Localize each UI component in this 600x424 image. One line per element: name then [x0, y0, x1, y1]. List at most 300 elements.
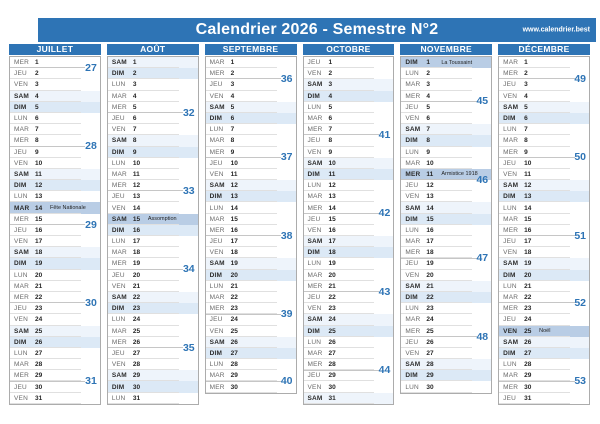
day-name: VEN — [405, 349, 420, 357]
day-name: MAR — [111, 327, 127, 335]
day-row — [499, 180, 589, 191]
day-number: 6 — [132, 115, 137, 123]
day-number: 13 — [35, 193, 43, 201]
week-number: 33 — [182, 184, 195, 197]
week-number: 44 — [378, 364, 391, 377]
day-name: SAM — [111, 294, 127, 302]
day-row — [401, 348, 491, 359]
day-name: JEU — [307, 215, 321, 223]
day-name: MAR — [405, 316, 421, 324]
day-name: VEN — [307, 148, 322, 156]
day-name: JEU — [503, 394, 517, 402]
day-name: VEN — [503, 327, 518, 335]
day-number: 31 — [35, 394, 43, 402]
day-number: 9 — [426, 148, 430, 156]
week-separator — [499, 157, 574, 158]
week-separator — [304, 213, 379, 214]
day-number: 8 — [426, 137, 430, 145]
day-number: 16 — [524, 226, 532, 234]
day-name: JEU — [111, 193, 125, 201]
day-name: MER — [209, 305, 225, 313]
week-number: 45 — [476, 95, 489, 108]
day-number: 2 — [35, 70, 39, 78]
day-number: 8 — [35, 137, 39, 145]
day-row — [499, 214, 589, 225]
day-number: 27 — [35, 349, 43, 357]
day-row — [304, 113, 394, 124]
day-number: 14 — [230, 204, 238, 212]
day-row — [108, 370, 198, 381]
day-name: VEN — [111, 361, 126, 369]
day-number: 14 — [132, 204, 141, 212]
day-row — [10, 202, 100, 213]
week-number: 50 — [574, 151, 586, 164]
day-number: 22 — [328, 294, 336, 302]
day-number: 17 — [132, 238, 141, 246]
day-row — [108, 214, 198, 225]
day-number: 13 — [524, 193, 532, 201]
day-name: DIM — [405, 137, 418, 145]
day-name: MAR — [503, 294, 519, 302]
day-number: 10 — [132, 159, 141, 167]
day-number: 4 — [132, 92, 137, 100]
day-number: 12 — [132, 182, 141, 190]
day-row — [10, 169, 100, 180]
day-row — [499, 169, 589, 180]
day-number: 25 — [524, 327, 532, 335]
day-number: 1 — [426, 59, 430, 67]
day-row — [108, 359, 198, 370]
day-name: MER — [209, 226, 225, 234]
day-row — [108, 225, 198, 236]
week-separator — [401, 336, 476, 337]
day-name: VEN — [14, 238, 28, 246]
day-number: 17 — [230, 238, 238, 246]
day-name: LUN — [307, 260, 322, 268]
holiday-label: Fête Nationale — [50, 205, 86, 212]
month-header: DÉCEMBRE — [498, 44, 590, 55]
day-name: MER — [503, 226, 519, 234]
day-number: 30 — [328, 383, 336, 391]
day-row — [304, 68, 394, 79]
day-row — [108, 91, 198, 102]
month-table — [9, 56, 101, 405]
day-row — [499, 191, 589, 202]
day-name: DIM — [111, 70, 125, 78]
month-column — [498, 44, 590, 405]
day-number: 5 — [230, 103, 235, 111]
day-name: JEU — [209, 159, 223, 167]
day-name: DIM — [111, 383, 125, 391]
week-separator — [10, 146, 85, 147]
day-name: MER — [405, 249, 421, 257]
day-name: VEN — [307, 70, 322, 78]
day-name: JEU — [307, 137, 321, 145]
day-number: 8 — [132, 137, 137, 145]
day-number: 27 — [230, 349, 238, 357]
day-row — [206, 281, 296, 292]
day-row — [206, 91, 296, 102]
day-name: DIM — [503, 271, 516, 279]
week-separator — [499, 78, 574, 79]
day-row — [10, 191, 100, 202]
day-row — [304, 102, 394, 113]
day-number: 16 — [426, 226, 434, 234]
day-name: VEN — [209, 170, 224, 178]
week-number: 52 — [574, 296, 586, 309]
day-number: 24 — [426, 316, 434, 324]
day-number: 8 — [230, 137, 235, 145]
day-number: 13 — [328, 193, 336, 201]
day-number: 20 — [35, 271, 43, 279]
day-row — [10, 281, 100, 292]
day-name: MER — [503, 383, 519, 391]
day-row — [10, 158, 100, 169]
day-name: MAR — [209, 294, 225, 302]
day-row — [304, 91, 394, 102]
day-number: 8 — [524, 137, 528, 145]
day-row — [401, 359, 491, 370]
day-row — [304, 348, 394, 359]
day-name: LUN — [209, 204, 224, 212]
day-name: DIM — [209, 115, 223, 123]
day-name: SAM — [307, 81, 323, 89]
day-number: 7 — [524, 126, 528, 134]
day-number: 23 — [132, 305, 141, 313]
day-number: 5 — [524, 103, 528, 111]
day-number: 28 — [524, 361, 532, 369]
day-number: 26 — [328, 338, 336, 346]
day-number: 14 — [328, 204, 336, 212]
day-row — [108, 281, 198, 292]
day-row — [401, 147, 491, 158]
day-row — [108, 135, 198, 146]
day-name: SAM — [209, 338, 225, 346]
day-name: MAR — [503, 59, 519, 67]
day-name: DIM — [503, 115, 516, 123]
day-name: SAM — [209, 103, 225, 111]
day-number: 7 — [132, 126, 137, 134]
day-row — [206, 169, 296, 180]
week-separator — [10, 381, 85, 382]
week-number: 32 — [182, 106, 195, 119]
day-name: LUN — [14, 271, 28, 279]
month-header: NOVEMBRE — [400, 44, 492, 55]
day-row — [499, 202, 589, 213]
day-number: 25 — [426, 327, 434, 335]
day-name: MAR — [405, 81, 421, 89]
day-row — [108, 292, 198, 303]
week-separator — [108, 269, 183, 270]
day-number: 17 — [426, 238, 434, 246]
day-name: JEU — [14, 148, 27, 156]
day-number: 25 — [328, 327, 336, 335]
day-number: 13 — [230, 193, 238, 201]
day-number: 18 — [524, 249, 532, 257]
day-name: JEU — [405, 260, 419, 268]
day-name: LUN — [503, 204, 517, 212]
day-number: 2 — [524, 70, 528, 78]
day-row — [10, 180, 100, 191]
day-number: 23 — [328, 305, 336, 313]
day-name: SAM — [14, 92, 30, 100]
day-name: MAR — [209, 372, 225, 380]
day-row — [10, 247, 100, 258]
day-name: LUN — [111, 316, 126, 324]
day-name: LUN — [14, 349, 28, 357]
week-separator — [401, 258, 476, 259]
day-name: VEN — [405, 271, 420, 279]
week-number: 53 — [574, 375, 586, 388]
day-name: MER — [307, 282, 323, 290]
day-name: JEU — [209, 238, 223, 246]
day-name: DIM — [14, 260, 27, 268]
day-name: MAR — [307, 271, 323, 279]
day-name: LUN — [405, 226, 419, 234]
day-number: 28 — [426, 361, 434, 369]
day-name: MAR — [405, 238, 421, 246]
day-row — [108, 381, 198, 392]
day-name: LUN — [307, 182, 322, 190]
day-name: VEN — [111, 126, 126, 134]
day-number: 5 — [35, 103, 39, 111]
day-number: 4 — [35, 92, 39, 100]
day-number: 15 — [426, 215, 434, 223]
day-number: 14 — [35, 204, 43, 212]
day-number: 10 — [328, 159, 336, 167]
day-number: 8 — [328, 137, 333, 145]
day-number: 1 — [524, 59, 528, 67]
day-number: 28 — [35, 361, 43, 369]
day-name: DIM — [14, 182, 27, 190]
day-row — [10, 270, 100, 281]
day-name: SAM — [111, 215, 127, 223]
day-name: MER — [14, 215, 30, 223]
day-name: VEN — [111, 204, 126, 212]
day-name: VEN — [209, 327, 224, 335]
day-number: 12 — [328, 182, 336, 190]
day-name: JEU — [14, 305, 27, 313]
day-name: LUN — [405, 70, 419, 78]
day-row — [206, 202, 296, 213]
day-number: 22 — [524, 294, 532, 302]
day-name: SAM — [503, 103, 519, 111]
day-name: DIM — [111, 148, 125, 156]
holiday-label: La Toussaint — [441, 59, 473, 66]
day-name: DIM — [307, 92, 321, 100]
day-row — [401, 303, 491, 314]
day-number: 11 — [230, 170, 238, 178]
day-number: 9 — [230, 148, 235, 156]
day-row — [206, 247, 296, 258]
day-name: MAR — [111, 249, 127, 257]
page-title: Calendrier 2026 - Semestre N°2 — [195, 21, 439, 38]
website-link[interactable]: www.calendrier.best — [522, 26, 590, 34]
day-row — [401, 191, 491, 202]
day-name: LUN — [405, 305, 419, 313]
day-number: 20 — [132, 271, 141, 279]
day-number: 20 — [328, 271, 336, 279]
day-name: MER — [503, 305, 519, 313]
day-number: 21 — [230, 282, 238, 290]
day-row — [10, 393, 100, 404]
day-name: JEU — [405, 103, 419, 111]
day-name: JEU — [111, 349, 125, 357]
day-name: SAM — [111, 137, 127, 145]
day-name: SAM — [14, 327, 30, 335]
day-row — [206, 348, 296, 359]
day-name: LUN — [14, 193, 28, 201]
day-number: 6 — [426, 115, 430, 123]
day-number: 1 — [35, 59, 39, 67]
day-name: MAR — [209, 137, 225, 145]
day-row — [304, 381, 394, 392]
day-number: 18 — [328, 249, 336, 257]
day-name: JEU — [503, 81, 517, 89]
day-row — [206, 270, 296, 281]
day-row — [206, 57, 296, 68]
week-number: 40 — [280, 375, 293, 388]
day-row — [401, 292, 491, 303]
day-number: 10 — [524, 159, 532, 167]
day-name: DIM — [209, 349, 223, 357]
day-name: VEN — [503, 170, 518, 178]
day-number: 17 — [328, 238, 336, 246]
day-row — [10, 124, 100, 135]
day-number: 16 — [328, 226, 336, 234]
week-separator — [108, 190, 183, 191]
day-row — [304, 180, 394, 191]
day-number: 18 — [35, 249, 43, 257]
day-name: MAR — [503, 372, 519, 380]
day-name: MER — [14, 137, 30, 145]
day-name: MER — [14, 294, 30, 302]
day-name: DIM — [307, 249, 321, 257]
day-name: MAR — [14, 204, 30, 212]
day-number: 27 — [132, 349, 141, 357]
day-row — [499, 348, 589, 359]
week-number: 34 — [182, 263, 195, 276]
day-name: SAM — [405, 282, 421, 290]
day-row — [401, 370, 491, 381]
day-name: SAM — [111, 372, 127, 380]
week-number: 27 — [85, 61, 97, 74]
day-number: 3 — [35, 81, 39, 89]
day-row — [304, 57, 394, 68]
day-name: DIM — [503, 349, 516, 357]
day-row — [206, 214, 296, 225]
day-row — [206, 258, 296, 269]
day-row — [206, 135, 296, 146]
day-row — [108, 303, 198, 314]
holiday-label: Armistice 1918 — [441, 171, 478, 178]
day-row — [499, 359, 589, 370]
week-separator — [108, 112, 183, 113]
day-number: 26 — [426, 338, 434, 346]
day-name: MER — [111, 338, 127, 346]
day-row — [108, 147, 198, 158]
day-name: MER — [307, 126, 323, 134]
day-row — [401, 57, 491, 68]
day-number: 14 — [524, 204, 532, 212]
week-separator — [401, 179, 476, 180]
day-number: 3 — [328, 81, 333, 89]
day-number: 5 — [132, 103, 137, 111]
week-number: 35 — [182, 341, 195, 354]
day-number: 11 — [328, 170, 336, 178]
day-number: 7 — [35, 126, 39, 134]
day-name: VEN — [111, 282, 126, 290]
day-name: MAR — [111, 170, 127, 178]
day-name: DIM — [14, 338, 27, 346]
day-number: 28 — [328, 361, 336, 369]
day-number: 27 — [328, 349, 336, 357]
day-name: SAM — [503, 338, 519, 346]
day-number: 3 — [132, 81, 137, 89]
day-number: 19 — [328, 260, 336, 268]
day-number: 30 — [35, 383, 43, 391]
day-row — [108, 124, 198, 135]
day-number: 29 — [35, 372, 43, 380]
week-number: 46 — [476, 173, 489, 186]
day-number: 11 — [35, 170, 42, 178]
day-number: 17 — [524, 238, 532, 246]
day-row — [401, 202, 491, 213]
day-number: 12 — [426, 182, 434, 190]
day-number: 12 — [230, 182, 238, 190]
month-column — [205, 44, 297, 394]
day-name: JEU — [209, 81, 223, 89]
day-number: 23 — [230, 305, 238, 313]
day-number: 25 — [230, 327, 238, 335]
day-row — [499, 135, 589, 146]
day-name: VEN — [503, 92, 518, 100]
day-name: MER — [503, 70, 519, 78]
day-number: 13 — [132, 193, 141, 201]
week-separator — [10, 67, 85, 68]
day-number: 24 — [132, 316, 141, 324]
day-row — [304, 247, 394, 258]
day-name: DIM — [405, 215, 418, 223]
day-name: SAM — [14, 170, 30, 178]
week-number: 41 — [378, 128, 391, 141]
day-name: MER — [405, 170, 421, 178]
day-number: 19 — [35, 260, 43, 268]
day-number: 13 — [426, 193, 434, 201]
day-row — [499, 314, 589, 325]
day-row — [401, 135, 491, 146]
day-name: MAR — [209, 59, 225, 67]
day-number: 15 — [132, 215, 141, 223]
day-row — [499, 337, 589, 348]
day-name: MAR — [405, 159, 421, 167]
day-number: 19 — [426, 260, 434, 268]
day-number: 29 — [524, 372, 532, 380]
day-row — [304, 191, 394, 202]
day-row — [401, 225, 491, 236]
day-number: 11 — [426, 170, 434, 178]
day-row — [10, 314, 100, 325]
day-row — [499, 57, 589, 68]
day-name: JEU — [503, 316, 517, 324]
day-row — [10, 359, 100, 370]
day-name: LUN — [405, 148, 419, 156]
day-row — [108, 158, 198, 169]
day-row — [206, 359, 296, 370]
day-row — [499, 113, 589, 124]
title-bar — [38, 18, 596, 42]
day-number: 1 — [230, 59, 235, 67]
